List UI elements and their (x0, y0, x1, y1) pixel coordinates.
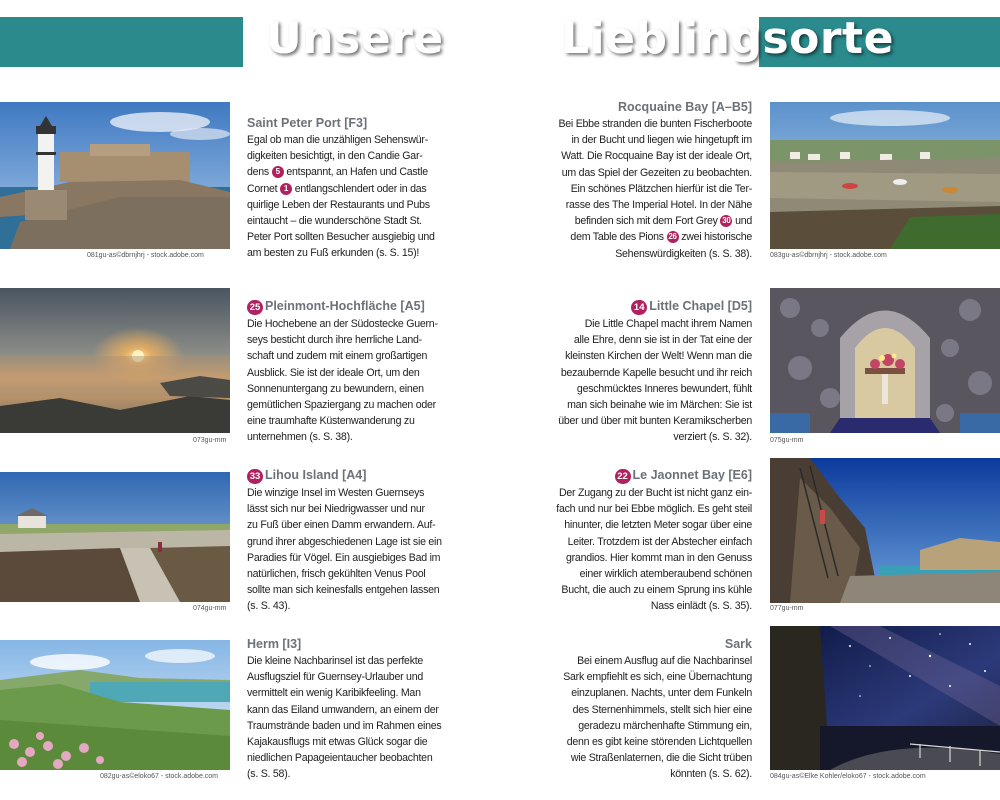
body-text: und (732, 215, 752, 228)
body-text: dem Table des Pions (570, 231, 667, 244)
body-line: Egal ob man die unzähligen Sehenswür- (247, 134, 428, 146)
photo-credit: 081gu-as©dbrnjhrj - stock.adobe.com (87, 252, 204, 259)
body-line: denn es gibt keine störenden Lichtquellen (566, 736, 752, 749)
body-line: Die Little Chapel macht ihrem Namen (584, 318, 752, 330)
entry-body (247, 132, 487, 262)
body-text: dens (247, 166, 272, 179)
entry-little-chapel (515, 298, 752, 446)
body-text: befinden sich mit dem Fort Grey (574, 215, 721, 228)
body-line: Peter Port sollten Besucher ausgiebig und (247, 231, 435, 244)
photo-credit: 073gu-mm (193, 437, 227, 444)
body-text: Cornet (247, 182, 280, 195)
body-line: digkeiten besichtigt, in den Candie Gar- (247, 150, 423, 163)
body-line: kann das Eiland umwandern, an einem der (247, 703, 439, 716)
location-number-badge: 26 (668, 232, 677, 242)
body-line: eine traumhafte Küstenwanderung zu (247, 415, 415, 428)
body-line: schaft und zudem mit einem großartigen (247, 350, 428, 363)
entry-title-text: Saint Peter Port [F3] (247, 116, 368, 130)
entry-title (515, 298, 752, 315)
body-line: Die Hochebene an der Südostecke Guern- (247, 318, 438, 330)
body-line: könnten (s. S. 62). (670, 768, 752, 781)
body-line: lässt sich nur bei Niedrigwasser und nur (247, 503, 425, 516)
entry-title-text: Little Chapel [D5] (649, 299, 752, 313)
body-line (247, 164, 487, 180)
entry-saint-peter-port (247, 115, 487, 262)
page-title-left: Unsere (266, 13, 444, 64)
location-number-badge: 25 (247, 300, 263, 315)
body-line: geradezu märchenhafte Stimmung ein, (578, 719, 752, 732)
entry-title-text: Herm [I3] (247, 637, 302, 651)
herm-beach-flowers-photo (0, 640, 230, 770)
body-line: in der Bucht und liegen wie hingetupft im (571, 134, 752, 147)
body-line: einzuplanen. Nachts, unter dem Funkeln (571, 687, 752, 700)
cliff-ladder-photo (770, 458, 1000, 603)
photo-credit: 075gu-mm (770, 437, 804, 444)
body-line (247, 181, 487, 197)
body-text: zwei historische (678, 231, 752, 244)
page-title-right: Lieblingsorte (561, 13, 894, 64)
entry-body (247, 316, 487, 446)
entry-title (515, 636, 752, 652)
entry-body (515, 485, 752, 615)
entry-title (247, 115, 487, 131)
body-text: entlangschlendert oder in das (292, 182, 427, 195)
body-line: Paradies für Vögel. Ein ausgiebiges Bad im (247, 551, 441, 564)
body-line: am besten zu Fuß erkunden (s. S. 15)! (247, 247, 420, 260)
entry-pleinmont (247, 298, 487, 446)
location-number-badge: 1 (280, 183, 292, 195)
entry-body (247, 485, 487, 615)
night-sky-milky-way-photo (770, 626, 1000, 770)
body-text: entspannt, an Hafen und Castle (283, 166, 428, 179)
location-number-badge: 5 (272, 166, 284, 178)
body-line: Bei Ebbe stranden die bunten Fischerboote (558, 118, 752, 130)
body-line: geschmücktes Inneres bewundert, fühlt (576, 382, 752, 395)
entry-title (247, 636, 487, 652)
body-line: Bucht, die auch zu einem Sprung ins kühle (561, 584, 752, 597)
body-line: grund ihrer abgeschiedenen Lage ist sie ein (247, 535, 442, 548)
body-line: niedlichen Papageientaucher beobachten (247, 752, 433, 765)
body-line: um das Spiel der Gezeiten zu beobachten. (561, 166, 752, 179)
body-line: Die kleine Nachbarinsel ist das perfekte (247, 655, 424, 667)
body-line: (s. S. 58). (247, 768, 291, 781)
entry-title-text: Le Jaonnet Bay [E6] (632, 468, 752, 482)
location-number-badge: 14 (631, 300, 647, 315)
chapel-interior-photo (770, 288, 1000, 433)
lighthouse-harbour-photo (0, 102, 230, 249)
entry-herm (247, 636, 487, 783)
entry-title (515, 467, 752, 484)
body-line: Watt. Die Rocquaine Bay ist der ideale Ort, (561, 150, 752, 163)
entry-body (247, 653, 487, 783)
body-line: natürlichen, frisch gekühlten Venus Pool (247, 568, 426, 581)
entry-title-text: Pleinmont-Hochfläche [A5] (265, 299, 425, 313)
body-line: rasse des The Imperial Hotel. In der Nähe (565, 199, 752, 212)
entry-title (247, 298, 487, 315)
body-line: Ausblick. Sie ist der ideale Ort, um den (247, 366, 420, 379)
photo-credit: 082gu-as©eloko67 - stock.adobe.com (100, 773, 219, 780)
body-line: einer wirklich atemberaubend schönen (579, 568, 752, 581)
body-line: Sehenswürdigkeiten (s. S. 38). (615, 247, 752, 260)
sunset-coast-photo (0, 288, 230, 433)
body-line: Sark empfiehlt es sich, eine Übernachtung (563, 671, 752, 684)
location-number-badge: 22 (615, 469, 631, 484)
body-line: Traumstrände baden und im Rahmen eines (247, 719, 442, 732)
body-line: Ausflugsziel für Guernsey-Urlauber und (247, 671, 423, 684)
body-line: Kajakausflugs mit etwas Glück sogar die (247, 736, 428, 749)
body-line: wie Straßenlaternen, die die Sicht trüben (570, 752, 752, 765)
body-line: fach und nur bei Ebbe möglich. Es geht steil (556, 503, 752, 516)
body-line: vermittelt ein wenig Karibikfeeling. Man (247, 687, 421, 700)
body-line: sollte man sich keinesfalls entgehen lassen (247, 584, 440, 597)
body-line: Nass einlädt (s. S. 35). (650, 600, 752, 613)
body-line: gemütlichen Spaziergang zu machen oder (247, 399, 436, 412)
body-line: grandios. Hier kommt man in den Genuss (566, 551, 752, 564)
body-line: Leiter. Trotzdem ist der Abstecher einfach (567, 535, 752, 548)
body-line: seys besticht durch ihre herrliche Land- (247, 334, 422, 347)
body-line: unternehmen (s. S. 38). (247, 431, 353, 444)
entry-rocquaine-bay (515, 99, 752, 262)
body-line (515, 213, 752, 229)
entry-lihou-island (247, 467, 487, 615)
body-line: man sich beinahe wie im Märchen: Sie ist (567, 399, 752, 412)
photo-credit: 084gu-as©Elke Kohler/eloko67 - stock.adobe.com (770, 773, 926, 780)
body-line: (s. S. 43). (247, 600, 291, 613)
body-line: des Sternenhimmels, stellt sich hier eine (572, 703, 752, 716)
body-line: eintaucht – die wunderschöne Stadt St. (247, 215, 422, 228)
entry-title (515, 99, 752, 115)
body-line (515, 229, 752, 245)
entry-body (515, 316, 752, 446)
photo-credit: 077gu-mm (770, 605, 804, 612)
entry-body (515, 116, 752, 262)
body-line: Ein schönes Plätzchen hierfür ist die Ter- (570, 182, 752, 195)
body-line: verziert (s. S. 32). (673, 431, 752, 444)
body-line: alle Ehre, denn sie ist in der Tat eine der (573, 334, 752, 347)
entry-title-text: Sark (724, 637, 752, 651)
entry-title-text: Rocquaine Bay [A–B5] (617, 100, 752, 114)
entry-title (247, 467, 487, 484)
entry-sark (515, 636, 752, 783)
body-line: kleinsten Kirchen der Welt! Wenn man die (565, 350, 752, 363)
body-line: über und über mit bunten Keramikscherben (558, 415, 752, 428)
entry-body (515, 653, 752, 783)
body-line: zu Fuß über einen Damm erwandern. Auf- (247, 519, 436, 532)
body-line: quirlige Leben der Restaurants und Pubs (247, 198, 430, 211)
body-line: Bei einem Ausflug auf die Nachbarinsel (577, 655, 752, 667)
body-line: Sonnenuntergang zu bewundern, einen (247, 382, 424, 395)
body-line: hinunter, die letzten Meter sogar über eine (564, 519, 752, 532)
body-line: Die winzige Insel im Westen Guernseys (247, 487, 425, 499)
entry-le-jaonnet-bay (515, 467, 752, 615)
body-line: Der Zugang zu der Bucht ist nicht ganz ein- (559, 487, 752, 499)
body-line: bezaubernde Kapelle besucht und ihr reich (560, 366, 752, 379)
photo-credit: 083gu-as©dbrnjhrj - stock.adobe.com (770, 252, 887, 259)
bay-low-tide-photo (770, 102, 1000, 249)
photo-credit: 074gu-mm (193, 605, 227, 612)
location-number-badge: 33 (247, 469, 263, 484)
causeway-island-photo (0, 472, 230, 602)
location-number-badge: 30 (722, 216, 731, 226)
entry-title-text: Lihou Island [A4] (265, 468, 367, 482)
